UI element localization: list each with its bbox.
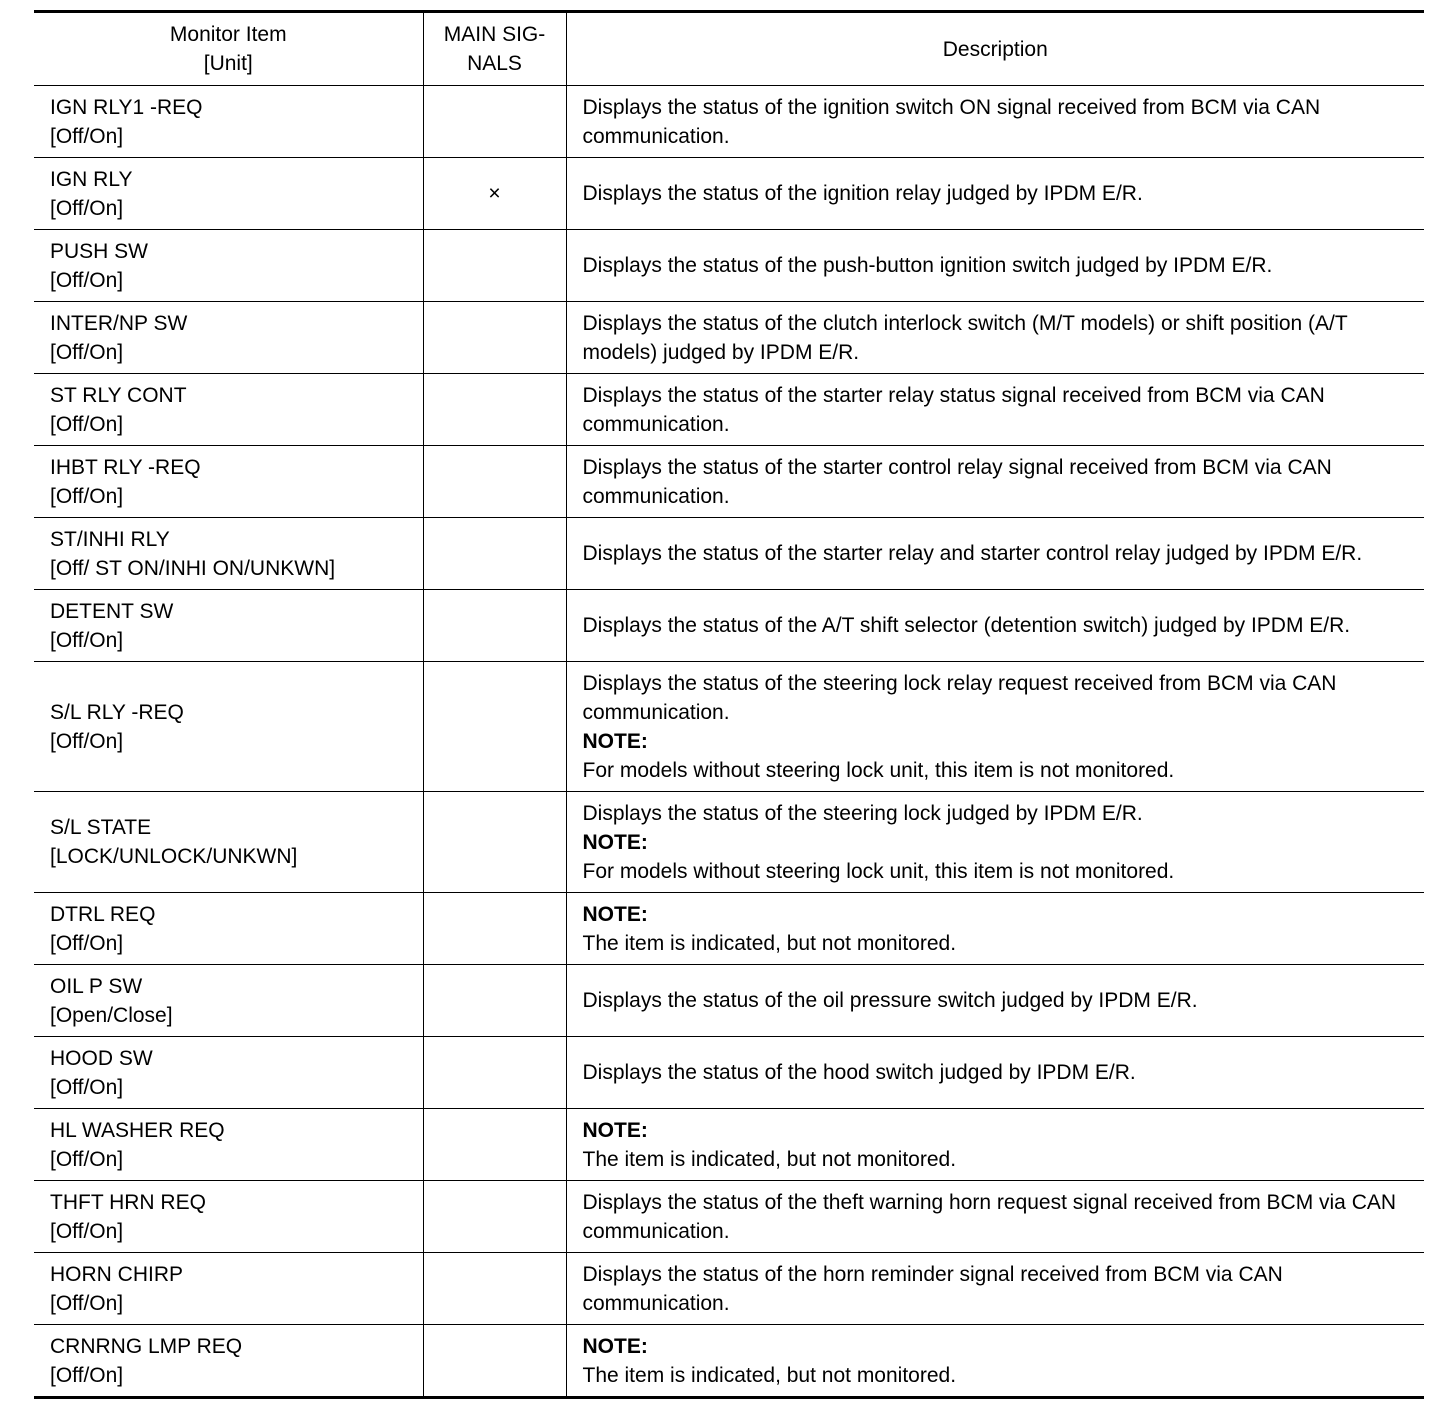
description-cell — [566, 590, 1424, 662]
monitor-item-unit: [Off/On] — [50, 1291, 124, 1315]
monitor-item-cell — [34, 965, 423, 1037]
description-text: Displays the status of the A/T shift selector (detention switch) judged by IPDM E/R. — [582, 614, 1351, 637]
table-row — [34, 590, 1424, 662]
monitor-item-unit: [Off/On] — [50, 729, 124, 753]
table-row — [34, 792, 1424, 893]
main-signal-cell — [423, 965, 566, 1037]
description-cell — [566, 518, 1424, 590]
monitor-item-name: PUSH SW — [50, 239, 149, 263]
header-monitor-item-label: Monitor Item — [169, 23, 287, 46]
monitor-item-name: DTRL REQ — [50, 902, 156, 926]
monitor-item-unit: [Off/On] — [50, 484, 124, 508]
main-signal-cell — [423, 662, 566, 792]
description-text: Displays the status of the steering lock relay request received from BCM via CAN communication. — [582, 671, 1337, 724]
monitor-item-cell — [34, 662, 423, 792]
table-row — [34, 1109, 1424, 1181]
main-signal-mark: × — [488, 182, 501, 205]
monitor-item-cell — [34, 158, 423, 230]
monitor-item-name: ST RLY CONT — [50, 383, 187, 407]
main-signal-cell — [423, 158, 566, 230]
main-signal-cell — [423, 446, 566, 518]
monitor-item-name: CRNRNG LMP REQ — [50, 1334, 243, 1358]
monitor-item-cell — [34, 1181, 423, 1253]
description-text: Displays the status of the starter relay and starter control relay judged by IPDM E/R. — [582, 542, 1363, 565]
monitor-item-unit: [Off/ ST ON/INHI ON/UNKWN] — [50, 556, 336, 580]
main-signal-cell — [423, 230, 566, 302]
note-label: NOTE: — [582, 1334, 648, 1358]
note-label: NOTE: — [582, 830, 648, 854]
note-label: NOTE: — [582, 902, 648, 926]
monitor-item-name: DETENT SW — [50, 599, 174, 623]
description-text: Displays the status of the ignition relay judged by IPDM E/R. — [582, 182, 1143, 205]
monitor-item-cell — [34, 374, 423, 446]
table-row — [34, 518, 1424, 590]
main-signal-cell — [423, 302, 566, 374]
table-row — [34, 230, 1424, 302]
note-text: The item is indicated, but not monitored. — [582, 931, 957, 955]
monitor-item-unit: [LOCK/UNLOCK/UNKWN] — [50, 845, 298, 868]
table-header-row — [34, 12, 1424, 86]
description-cell — [566, 1109, 1424, 1181]
main-signal-cell — [423, 374, 566, 446]
header-description — [566, 12, 1424, 86]
description-text: Displays the status of the hood switch judged by IPDM E/R. — [582, 1061, 1136, 1084]
description-text: Displays the status of the horn reminder signal received from BCM via CAN communication. — [582, 1262, 1283, 1315]
note-text: The item is indicated, but not monitored. — [582, 1147, 957, 1171]
monitor-item-unit: [Off/On] — [50, 412, 124, 436]
main-signal-cell — [423, 1109, 566, 1181]
monitor-item-name: HORN CHIRP — [50, 1262, 184, 1286]
monitor-item-unit: [Off/On] — [50, 1219, 124, 1243]
table-row — [34, 1325, 1424, 1398]
table-row — [34, 662, 1424, 792]
main-signal-cell — [423, 893, 566, 965]
table-row — [34, 446, 1424, 518]
description-cell — [566, 86, 1424, 158]
description-text: Displays the status of the push-button ignition switch judged by IPDM E/R. — [582, 254, 1273, 277]
description-text: Displays the status of the clutch interlock switch (M/T models) or shift position (A/T models) judged by IPDM E/R. — [582, 311, 1348, 364]
monitor-item-cell — [34, 1253, 423, 1325]
table-row — [34, 1253, 1424, 1325]
monitor-item-cell — [34, 302, 423, 374]
description-cell — [566, 230, 1424, 302]
monitor-item-cell — [34, 590, 423, 662]
description-text: Displays the status of the ignition switch ON signal received from BCM via CAN communication. — [582, 95, 1321, 148]
monitor-item-name: THFT HRN REQ — [50, 1190, 206, 1214]
description-cell — [566, 1037, 1424, 1109]
header-main-signals-line1: MAIN SIG- — [443, 23, 546, 46]
description-cell — [566, 1325, 1424, 1398]
monitor-item-unit: [Open/Close] — [50, 1003, 173, 1027]
monitor-item-unit: [Off/On] — [50, 1147, 124, 1171]
note-label: NOTE: — [582, 1118, 648, 1142]
description-cell — [566, 1253, 1424, 1325]
main-signal-cell — [423, 1181, 566, 1253]
note-text: For models without steering lock unit, this item is not monitored. — [582, 859, 1175, 883]
description-cell — [566, 792, 1424, 893]
monitor-item-cell — [34, 1109, 423, 1181]
table-row — [34, 1037, 1424, 1109]
description-text: Displays the status of the steering lock judged by IPDM E/R. — [582, 801, 1143, 825]
description-text: Displays the status of the theft warning horn request signal received from BCM via CAN communication. — [582, 1190, 1397, 1243]
main-signal-cell — [423, 590, 566, 662]
note-text: For models without steering lock unit, this item is not monitored. — [582, 758, 1175, 782]
monitor-item-cell — [34, 1037, 423, 1109]
description-text: Displays the status of the oil pressure switch judged by IPDM E/R. — [582, 989, 1198, 1012]
description-cell — [566, 158, 1424, 230]
table-row — [34, 158, 1424, 230]
main-signal-cell — [423, 1037, 566, 1109]
main-signal-cell — [423, 792, 566, 893]
note-text: The item is indicated, but not monitored. — [582, 1363, 957, 1387]
monitor-item-name: IGN RLY — [50, 167, 133, 191]
monitor-item-cell — [34, 792, 423, 893]
header-description-label: Description — [942, 37, 1048, 61]
monitor-item-cell — [34, 893, 423, 965]
note-label: NOTE: — [582, 729, 648, 753]
description-cell — [566, 1181, 1424, 1253]
monitor-item-cell — [34, 446, 423, 518]
table-row — [34, 1181, 1424, 1253]
description-cell — [566, 374, 1424, 446]
monitor-item-unit: [Off/On] — [50, 628, 124, 652]
main-signal-cell — [423, 518, 566, 590]
description-cell — [566, 893, 1424, 965]
monitor-item-unit: [Off/On] — [50, 1075, 124, 1099]
description-cell — [566, 302, 1424, 374]
monitor-item-unit: [Off/On] — [50, 340, 124, 364]
table-row — [34, 965, 1424, 1037]
description-text: Displays the status of the starter control relay signal received from BCM via CAN communication. — [582, 455, 1332, 508]
monitor-item-name: INTER/NP SW — [50, 311, 188, 335]
description-cell — [566, 965, 1424, 1037]
main-signal-cell — [423, 1253, 566, 1325]
description-text: Displays the status of the starter relay status signal received from BCM via CAN communication. — [582, 383, 1325, 436]
main-signal-cell — [423, 1325, 566, 1398]
monitor-item-cell — [34, 1325, 423, 1398]
table-row — [34, 86, 1424, 158]
monitor-item-unit: [Off/On] — [50, 124, 124, 148]
header-unit-label: [Unit] — [203, 52, 253, 75]
table-row — [34, 893, 1424, 965]
monitor-item-name: HL WASHER REQ — [50, 1118, 225, 1142]
monitor-item-name: IGN RLY1 -REQ — [50, 95, 203, 119]
header-monitor-item — [34, 12, 423, 86]
monitor-item-cell — [34, 230, 423, 302]
monitor-item-name: ST/INHI RLY — [50, 527, 170, 551]
description-cell — [566, 446, 1424, 518]
monitor-item-name: IHBT RLY -REQ — [50, 455, 201, 479]
monitor-item-name: HOOD SW — [50, 1046, 153, 1070]
monitor-item-name: S/L RLY -REQ — [50, 700, 184, 724]
table-row — [34, 302, 1424, 374]
monitor-item-name: OIL P SW — [50, 974, 143, 998]
monitor-item-unit: [Off/On] — [50, 268, 124, 292]
monitor-item-unit: [Off/On] — [50, 196, 124, 220]
monitor-item-unit: [Off/On] — [50, 931, 124, 955]
header-main-signals-line2: NALS — [467, 52, 522, 75]
monitor-item-cell — [34, 518, 423, 590]
monitor-item-cell — [34, 86, 423, 158]
table-row — [34, 374, 1424, 446]
monitor-item-unit: [Off/On] — [50, 1363, 124, 1387]
header-main-signals — [423, 12, 566, 86]
monitor-item-name: S/L STATE — [50, 816, 152, 839]
main-signal-cell — [423, 86, 566, 158]
description-cell — [566, 662, 1424, 792]
monitor-item-table — [34, 10, 1424, 1399]
